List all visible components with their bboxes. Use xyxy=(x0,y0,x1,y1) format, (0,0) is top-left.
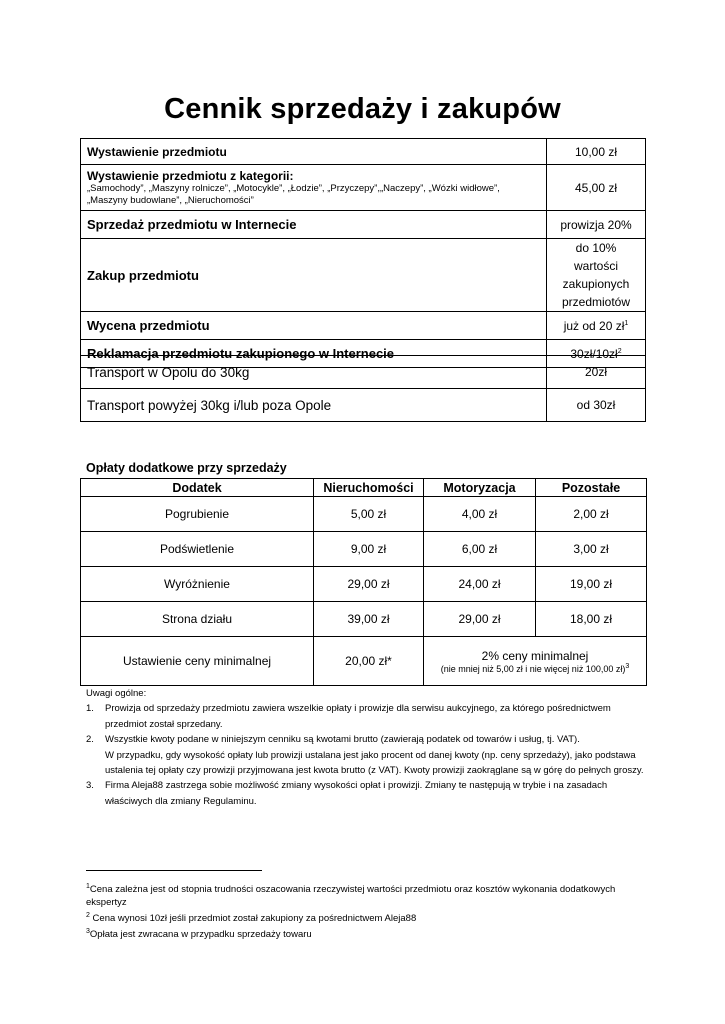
table-header-row xyxy=(81,479,647,497)
column-header: Dodatek xyxy=(81,479,314,497)
table-row xyxy=(81,356,646,389)
min-price-percent: 2% ceny minimalnej xyxy=(481,648,589,663)
column-header: Motoryzacja xyxy=(424,479,536,497)
list-item xyxy=(86,701,646,732)
footnote-text: Cena wynosi 10zł jeśli przedmiot został zakupiony za pośrednictwem Aleja88 xyxy=(89,913,417,925)
fee-cell: 24,00 zł xyxy=(424,567,536,602)
table-row xyxy=(81,389,646,422)
price-label: Reklamacja przedmiotu zakupionego w Internecie xyxy=(81,340,547,368)
fee-cell: 39,00 zł xyxy=(314,602,424,637)
fee-cell: 29,00 zł xyxy=(424,602,536,637)
transport-label: Transport w Opolu do 30kg xyxy=(81,356,547,389)
list-number: 2. xyxy=(86,734,94,746)
note-text: Prowizja od sprzedaży przedmiotu zawiera wszelkie opłaty i prowizje dla serwisu aukcyjnego, za którego pośrednictwem przedmiot został sprzedany. xyxy=(105,703,611,730)
price-label: Wystawienie przedmiotu z kategorii: xyxy=(87,168,294,183)
footnote-mark: 2 xyxy=(86,912,90,920)
fee-cell: 2,00 zł xyxy=(536,497,647,532)
fees-heading: Opłaty dodatkowe przy sprzedaży xyxy=(86,461,287,475)
fee-cell: 6,00 zł xyxy=(424,532,536,567)
page-title: Cennik sprzedaży i zakupów xyxy=(164,93,561,125)
list-item xyxy=(86,732,646,778)
table-row xyxy=(81,497,647,532)
table-row xyxy=(81,532,647,567)
footnote-ref: 3 xyxy=(625,662,630,670)
table-row xyxy=(81,567,647,602)
footnote-text: Cena zależna jest od stopnia trudności oszacowania rzeczywistej wartości przedmiotu oraz kosztów wykonania dodatkowych ekspertyz xyxy=(86,884,616,909)
fee-name: Wyróżnienie xyxy=(81,567,314,602)
fee-cell: 29,00 zł xyxy=(314,567,424,602)
fee-cell: 4,00 zł xyxy=(424,497,536,532)
footnote-mark: 3 xyxy=(86,928,90,936)
note-text: Firma Aleja88 zastrzega sobie możliwość zmiany wysokości opłat i prowizji. Zmiany te następują w trybie i na zasadach właściwych dla zmiany Regulaminu. xyxy=(105,780,608,807)
table-row xyxy=(81,239,646,312)
note-text: Wszystkie kwoty podane w niniejszym cenniku są kwotami brutto (zawierają podatek od towarów i usług, tj. VAT). xyxy=(105,734,580,746)
min-price-limits: (nie mniej niż 5,00 zł i nie więcej niż 100,00 zł) xyxy=(440,663,626,674)
footnote xyxy=(86,925,636,941)
fee-name: Strona działu xyxy=(81,602,314,637)
table-row xyxy=(81,211,646,239)
category-list: „Samochody”, „Maszyny rolnicze”, „Motocykle”, „Łodzie”, „Przyczepy”,„Naczepy”, „Wózki widłowe”, „Maszyny budowlane”, „Nieruchomości” xyxy=(87,182,500,206)
price-label: Zakup przedmiotu xyxy=(81,239,547,312)
table-row xyxy=(81,165,646,211)
table-row xyxy=(81,637,647,686)
price-value: 10,00 zł xyxy=(547,139,646,165)
transport-label: Transport powyżej 30kg i/lub poza Opole xyxy=(81,389,547,422)
fee-name: Podświetlenie xyxy=(81,532,314,567)
fees-table xyxy=(80,478,647,686)
transport-price: 20zł xyxy=(547,356,646,389)
price-label: Wystawienie przedmiotu xyxy=(81,139,547,165)
footnote xyxy=(86,880,636,909)
price-value-cell xyxy=(547,312,646,340)
price-label: Sprzedaż przedmiotu w Internecie xyxy=(81,211,547,239)
fee-name: Ustawienie ceny minimalnej xyxy=(81,637,314,686)
fee-cell: 9,00 zł xyxy=(314,532,424,567)
footnote-ref: 2 xyxy=(617,347,622,355)
column-header: Pozostałe xyxy=(536,479,647,497)
footnote-mark: 1 xyxy=(86,883,90,890)
price-label-cell xyxy=(81,165,547,211)
fee-cell: 3,00 zł xyxy=(536,532,647,567)
list-item xyxy=(86,778,646,809)
table-row xyxy=(81,602,647,637)
fee-cell: 20,00 zł* xyxy=(314,637,424,686)
min-price-limits-row xyxy=(424,663,646,674)
price-value: do 10% wartości zakupionych przedmiotów xyxy=(547,239,646,312)
fee-cell: 5,00 zł xyxy=(314,497,424,532)
table-row xyxy=(81,139,646,165)
fee-name: Pogrubienie xyxy=(81,497,314,532)
transport-table xyxy=(80,355,646,422)
fee-cell: 19,00 zł xyxy=(536,567,647,602)
fee-cell-merged xyxy=(424,637,647,686)
list-number: 3. xyxy=(86,780,94,792)
note-text-continued: W przypadku, gdy wysokość opłaty lub prowizji ustalana jest jako procent od danej kwoty (np. ceny sprzedaży), jako podstawa ustalenia tej opłaty czy prowizji przyjmowana jest kwota brutto (z VAT). Kwoty prowizji zaokrąglane są w górę do pełnych groszy. xyxy=(105,749,644,777)
price-value: prowizja 20% xyxy=(547,211,646,239)
transport-price: od 30zł xyxy=(547,389,646,422)
footnote-text: Opłata jest zwracana w przypadku sprzedaży towaru xyxy=(89,929,312,941)
price-table xyxy=(80,138,646,368)
price-value: 45,00 zł xyxy=(547,165,646,211)
footnote-ref: 1 xyxy=(624,319,629,327)
notes-heading: Uwagi ogólne: xyxy=(86,688,147,699)
footnotes xyxy=(86,880,636,941)
column-header: Nieruchomości xyxy=(314,479,424,497)
price-label: Wycena przedmiotu xyxy=(81,312,547,340)
general-notes xyxy=(86,686,646,809)
table-row xyxy=(81,312,646,340)
price-value: już od 20 zł xyxy=(563,318,625,333)
list-number: 1. xyxy=(86,703,94,715)
price-value: 30zł/10zł xyxy=(570,346,618,361)
notes-list xyxy=(86,701,646,809)
fee-cell: 18,00 zł xyxy=(536,602,647,637)
footnote xyxy=(86,909,636,925)
footnote-separator xyxy=(86,870,262,871)
